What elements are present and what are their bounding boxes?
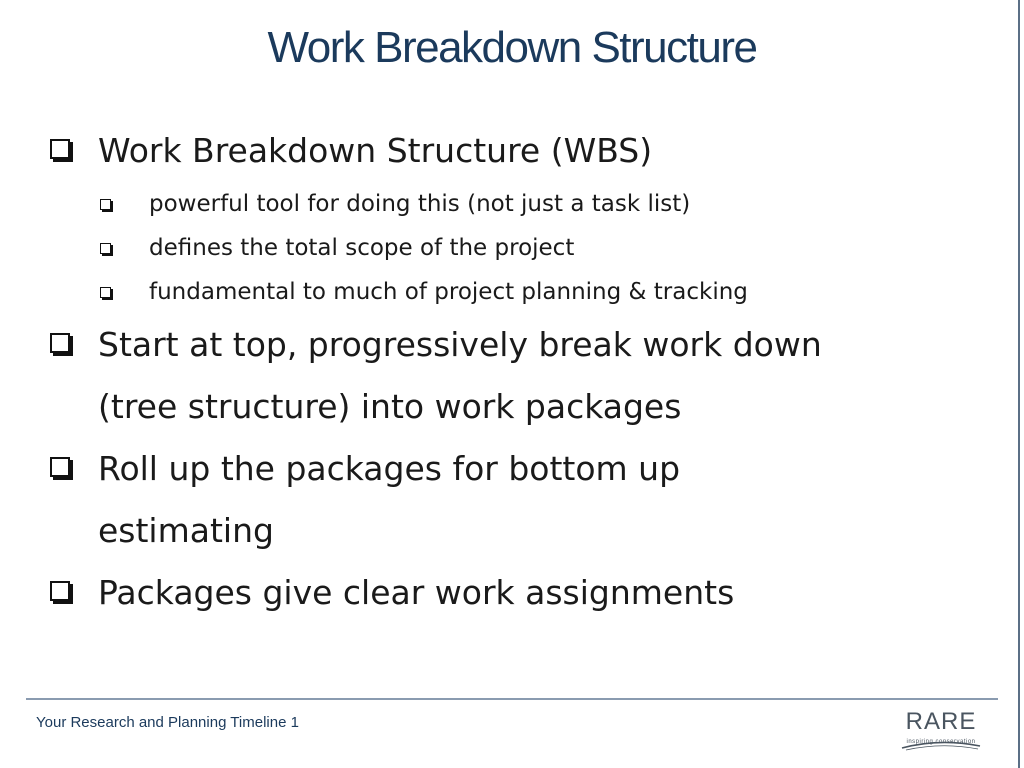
bullet-item — [48, 120, 978, 182]
sub-bullet-text: powerful tool for doing this (not just a task list) — [149, 191, 691, 217]
bullet-continuation — [48, 500, 978, 562]
sub-bullet-item — [48, 270, 978, 314]
slide-title: Work Breakdown Structure — [267, 23, 757, 72]
logo-tagline: inspiring conservation — [906, 739, 976, 745]
sub-bullet-item — [48, 182, 978, 226]
bullet-text: Packages give clear work assignments — [98, 573, 735, 612]
bullet-text: Roll up the packages for bottom up — [98, 449, 681, 488]
bullet-item — [48, 314, 978, 376]
checkbox-bullet-icon — [50, 457, 70, 477]
bullet-continuation — [48, 376, 978, 438]
checkbox-bullet-icon — [50, 333, 70, 353]
bullet-text: estimating — [98, 511, 274, 550]
bullet-item — [48, 438, 978, 500]
slide-right-border — [1018, 0, 1020, 768]
bullet-text: (tree structure) into work packages — [98, 387, 682, 426]
sub-bullet-text: defines the total scope of the project — [149, 235, 575, 261]
bullet-item — [48, 562, 978, 624]
sub-bullet-text: fundamental to much of project planning & tracking — [149, 279, 748, 305]
checkbox-bullet-icon — [100, 243, 111, 254]
checkbox-bullet-icon — [50, 139, 70, 159]
logo-wordmark: RARE — [905, 708, 977, 735]
checkbox-bullet-icon — [50, 581, 70, 601]
rare-logo — [896, 708, 986, 756]
footer-text: Your Research and Planning Timeline 1 — [36, 714, 299, 731]
bullet-text: Work Breakdown Structure (WBS) — [98, 131, 653, 170]
checkbox-bullet-icon — [100, 199, 111, 210]
sub-bullet-item — [48, 226, 978, 270]
checkbox-bullet-icon — [100, 287, 111, 298]
footer-divider — [26, 698, 998, 700]
bullet-list — [48, 120, 978, 624]
bullet-text: Start at top, progressively break work down — [98, 325, 822, 364]
